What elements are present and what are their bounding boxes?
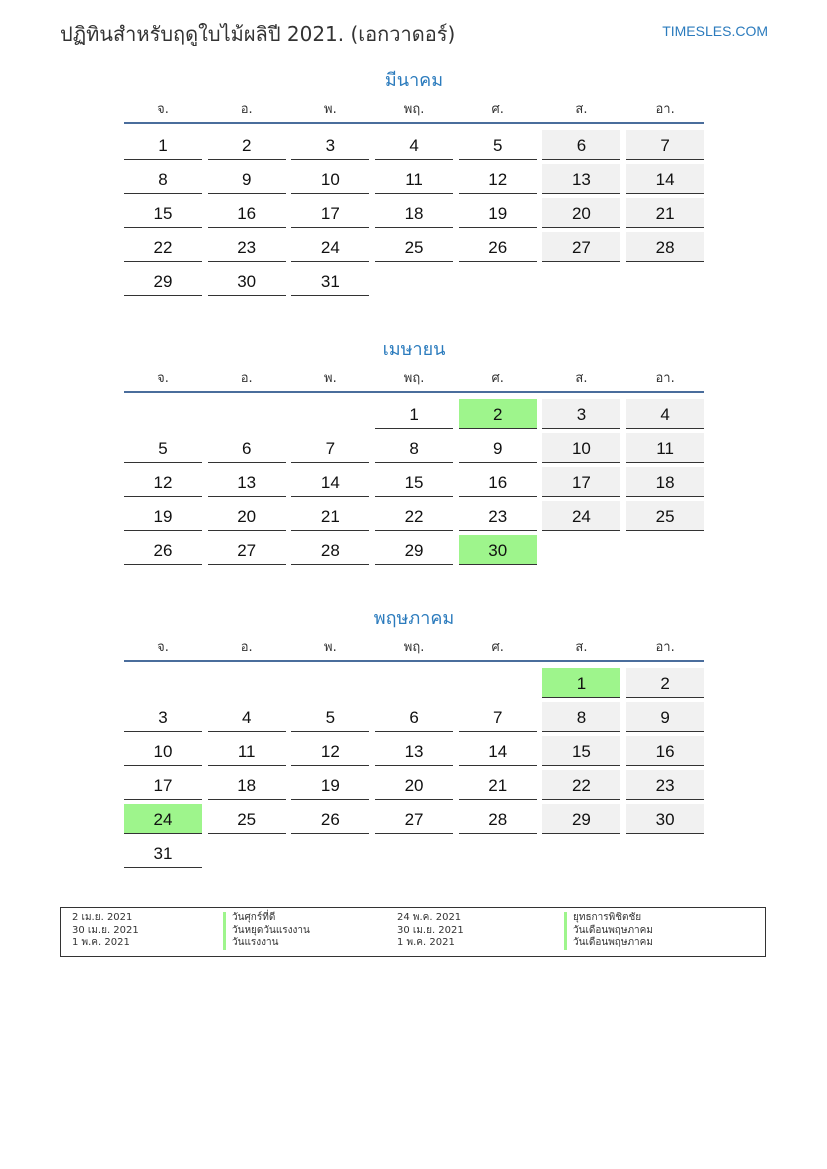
day-cell[interactable]: 15 (124, 198, 202, 228)
month-may (124, 606, 704, 868)
day-cell[interactable]: 3 (542, 399, 620, 429)
weekday-header (124, 636, 704, 662)
site-link[interactable]: TIMESLES.COM (662, 23, 768, 39)
weekday-label: พฤ. (403, 102, 425, 117)
day-cell[interactable]: 12 (459, 164, 537, 194)
day-cell[interactable]: 8 (124, 164, 202, 194)
day-cell[interactable]: 6 (375, 702, 453, 732)
day-cell[interactable]: 12 (124, 467, 202, 497)
day-cell[interactable]: 26 (124, 535, 202, 565)
day-cell[interactable]: 17 (291, 198, 369, 228)
empty-cell (291, 399, 369, 429)
weekday-label: อ. (240, 102, 253, 117)
page-title: ปฏิทินสำหรับฤดูใบไม้ผลิปี 2021. (เอกวาดอร์) (60, 22, 456, 46)
day-cell[interactable]: 9 (459, 433, 537, 463)
day-cell[interactable]: 17 (124, 770, 202, 800)
days-grid (124, 399, 704, 565)
legend-entry: ยุทธการพิชิตชัย (564, 912, 653, 925)
day-cell[interactable]: 29 (124, 266, 202, 296)
day-cell[interactable]: 14 (459, 736, 537, 766)
days-grid (124, 668, 704, 868)
day-cell[interactable]: 26 (459, 232, 537, 262)
holiday-day-cell[interactable]: 24 (124, 804, 202, 834)
holiday-day-cell[interactable]: 1 (542, 668, 620, 698)
day-cell[interactable]: 4 (208, 702, 286, 732)
weekday-label: ศ. (491, 102, 504, 117)
day-cell[interactable]: 21 (626, 198, 704, 228)
day-cell[interactable]: 31 (124, 838, 202, 868)
legend-dates-2 (397, 912, 464, 950)
legend-entry: 1 พ.ค. 2021 (397, 937, 455, 948)
day-cell[interactable]: 19 (291, 770, 369, 800)
day-cell[interactable]: 5 (124, 433, 202, 463)
day-cell[interactable]: 15 (542, 736, 620, 766)
month-march (124, 68, 704, 296)
day-cell[interactable]: 13 (375, 736, 453, 766)
day-cell[interactable]: 25 (208, 804, 286, 834)
day-cell[interactable]: 23 (208, 232, 286, 262)
month-title: เมษายน (382, 339, 446, 360)
day-cell[interactable]: 31 (291, 266, 369, 296)
day-cell[interactable]: 28 (626, 232, 704, 262)
legend-entry: วันเดือนพฤษภาคม (564, 925, 653, 938)
day-cell[interactable]: 28 (459, 804, 537, 834)
legend-entry: 2 เม.ย. 2021 (72, 912, 133, 923)
day-cell[interactable]: 20 (208, 501, 286, 531)
day-cell[interactable]: 7 (459, 702, 537, 732)
day-cell[interactable]: 1 (124, 130, 202, 160)
legend-entry: วันเดือนพฤษภาคม (564, 937, 653, 950)
day-cell[interactable]: 19 (459, 198, 537, 228)
day-cell[interactable]: 26 (291, 804, 369, 834)
day-cell[interactable]: 8 (375, 433, 453, 463)
weekday-label: ส. (575, 371, 588, 386)
legend-entry: 1 พ.ค. 2021 (72, 937, 130, 948)
holiday-legend (60, 907, 766, 957)
day-cell[interactable]: 23 (626, 770, 704, 800)
weekday-header (124, 367, 704, 393)
day-cell[interactable]: 25 (626, 501, 704, 531)
weekday-label: ศ. (491, 371, 504, 386)
legend-entry: 30 เม.ย. 2021 (72, 924, 139, 936)
day-cell[interactable]: 27 (208, 535, 286, 565)
page-header (60, 18, 768, 48)
day-cell[interactable]: 11 (626, 433, 704, 463)
day-cell[interactable]: 19 (124, 501, 202, 531)
day-cell[interactable]: 13 (208, 467, 286, 497)
weekday-label: อา. (655, 102, 675, 117)
day-cell[interactable]: 5 (459, 130, 537, 160)
day-cell[interactable]: 8 (542, 702, 620, 732)
day-cell[interactable]: 13 (542, 164, 620, 194)
empty-cell (124, 668, 202, 698)
day-cell[interactable]: 10 (291, 164, 369, 194)
weekday-label: พฤ. (403, 640, 425, 655)
day-cell[interactable]: 18 (626, 467, 704, 497)
day-cell[interactable]: 11 (375, 164, 453, 194)
empty-cell (291, 668, 369, 698)
day-cell[interactable]: 2 (626, 668, 704, 698)
day-cell[interactable]: 10 (542, 433, 620, 463)
day-cell[interactable]: 6 (542, 130, 620, 160)
day-cell[interactable]: 2 (208, 130, 286, 160)
day-cell[interactable]: 1 (375, 399, 453, 429)
day-cell[interactable]: 27 (375, 804, 453, 834)
day-cell[interactable]: 10 (124, 736, 202, 766)
day-cell[interactable]: 29 (375, 535, 453, 565)
weekday-label: อ. (240, 640, 253, 655)
weekday-label: จ. (157, 371, 169, 386)
legend-names-2 (564, 912, 653, 950)
weekday-label: ศ. (491, 640, 504, 655)
day-cell[interactable]: 23 (459, 501, 537, 531)
day-cell[interactable]: 6 (208, 433, 286, 463)
day-cell[interactable]: 7 (626, 130, 704, 160)
weekday-label: อา. (655, 371, 675, 386)
legend-entry: 24 พ.ค. 2021 (397, 912, 462, 923)
days-grid (124, 130, 704, 296)
day-cell[interactable]: 3 (124, 702, 202, 732)
day-cell[interactable]: 29 (542, 804, 620, 834)
holiday-day-cell[interactable]: 30 (459, 535, 537, 565)
day-cell[interactable]: 24 (291, 232, 369, 262)
legend-entry: วันแรงงาน (223, 937, 310, 950)
legend-dates-1 (72, 912, 139, 950)
weekday-label: พ. (324, 371, 337, 386)
day-cell[interactable]: 20 (375, 770, 453, 800)
day-cell[interactable]: 4 (375, 130, 453, 160)
legend-entry: วันหยุดวันแรงงาน (223, 925, 310, 938)
day-cell[interactable]: 16 (208, 198, 286, 228)
holiday-day-cell[interactable]: 2 (459, 399, 537, 429)
empty-cell (375, 668, 453, 698)
day-cell[interactable]: 3 (291, 130, 369, 160)
day-cell[interactable]: 21 (291, 501, 369, 531)
day-cell[interactable]: 7 (291, 433, 369, 463)
day-cell[interactable]: 30 (626, 804, 704, 834)
day-cell[interactable]: 4 (626, 399, 704, 429)
day-cell[interactable]: 22 (375, 501, 453, 531)
weekday-header (124, 98, 704, 124)
day-cell[interactable]: 18 (208, 770, 286, 800)
month-title: พฤษภาคม (373, 608, 455, 629)
day-cell[interactable]: 22 (124, 232, 202, 262)
day-cell[interactable]: 21 (459, 770, 537, 800)
empty-cell (208, 399, 286, 429)
day-cell[interactable]: 14 (291, 467, 369, 497)
day-cell[interactable]: 25 (375, 232, 453, 262)
day-cell[interactable]: 14 (626, 164, 704, 194)
day-cell[interactable]: 28 (291, 535, 369, 565)
day-cell[interactable]: 5 (291, 702, 369, 732)
day-cell[interactable]: 27 (542, 232, 620, 262)
day-cell[interactable]: 16 (459, 467, 537, 497)
weekday-label: อ. (240, 371, 253, 386)
weekday-label: จ. (157, 640, 169, 655)
day-cell[interactable]: 11 (208, 736, 286, 766)
empty-cell (208, 668, 286, 698)
day-cell[interactable]: 15 (375, 467, 453, 497)
day-cell[interactable]: 22 (542, 770, 620, 800)
empty-cell (124, 399, 202, 429)
weekday-label: ส. (575, 102, 588, 117)
day-cell[interactable]: 18 (375, 198, 453, 228)
legend-names-1 (223, 912, 310, 950)
day-cell[interactable]: 24 (542, 501, 620, 531)
day-cell[interactable]: 9 (208, 164, 286, 194)
day-cell[interactable]: 16 (626, 736, 704, 766)
day-cell[interactable]: 20 (542, 198, 620, 228)
empty-cell (459, 668, 537, 698)
legend-entry: 30 เม.ย. 2021 (397, 924, 464, 936)
day-cell[interactable]: 17 (542, 467, 620, 497)
weekday-label: พฤ. (403, 371, 425, 386)
day-cell[interactable]: 30 (208, 266, 286, 296)
weekday-label: จ. (157, 102, 169, 117)
weekday-label: อา. (655, 640, 675, 655)
month-april (124, 337, 704, 565)
month-title: มีนาคม (384, 70, 444, 91)
legend-entry: วันศุกร์ที่ดี (223, 912, 310, 925)
weekday-label: พ. (324, 640, 337, 655)
day-cell[interactable]: 12 (291, 736, 369, 766)
weekday-label: พ. (324, 102, 337, 117)
day-cell[interactable]: 9 (626, 702, 704, 732)
weekday-label: ส. (575, 640, 588, 655)
